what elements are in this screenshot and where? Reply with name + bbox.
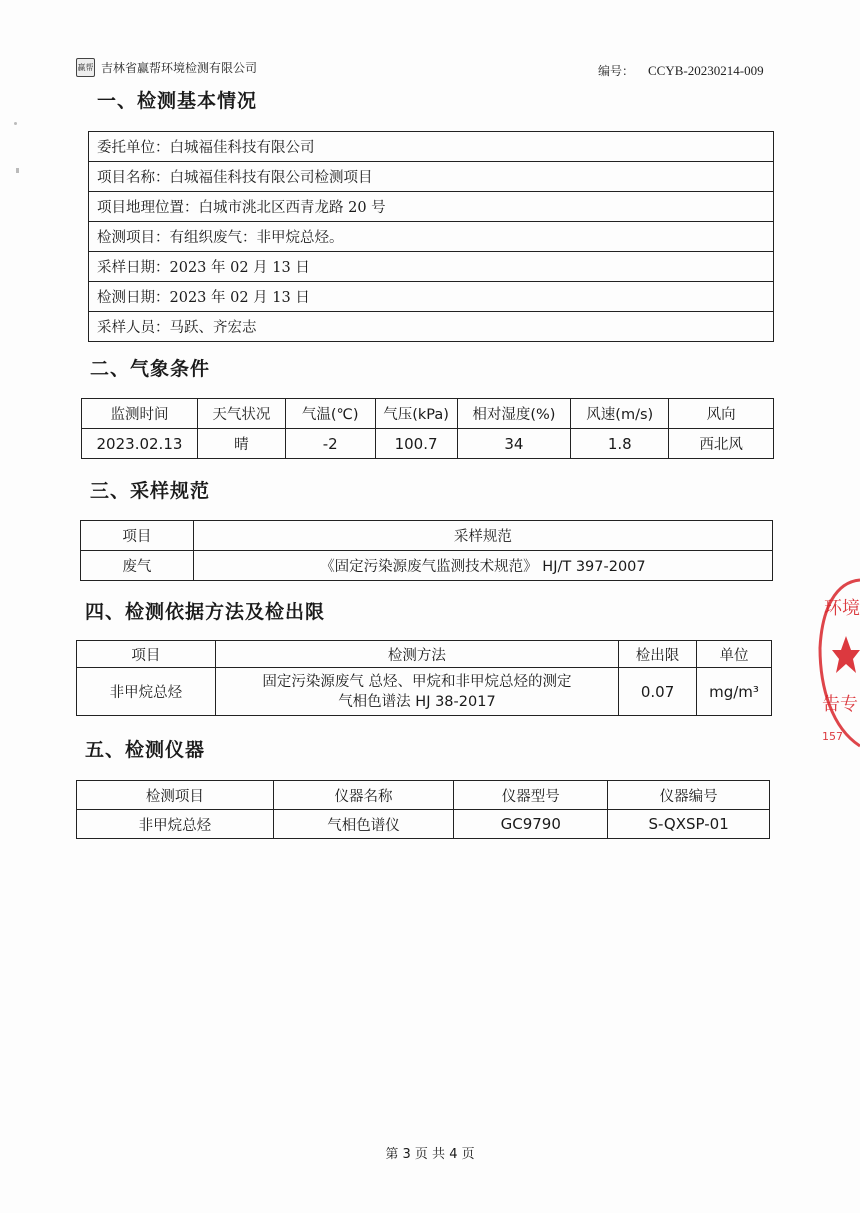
table-cell: 晴 bbox=[197, 429, 285, 459]
info-value: 白城福佳科技有限公司 bbox=[169, 140, 315, 156]
info-value: 2023 年 02 月 13 日 bbox=[169, 290, 310, 306]
info-label: 检测项目： bbox=[97, 230, 170, 246]
method-cell bbox=[215, 668, 618, 716]
section-title-sampling-spec: 三、采样规范 bbox=[90, 480, 211, 502]
info-cell bbox=[89, 192, 774, 222]
basic-info-table bbox=[88, 131, 774, 342]
table-header-row bbox=[77, 641, 772, 668]
table-cell: 1.8 bbox=[571, 429, 669, 459]
table-header-cell: 检测方法 bbox=[215, 641, 618, 668]
table-row bbox=[77, 810, 770, 839]
weather-table bbox=[81, 398, 774, 459]
scan-mark bbox=[14, 122, 17, 125]
table-cell: 非甲烷总烃 bbox=[77, 810, 274, 839]
info-value: 有组织废气：非甲烷总烃。 bbox=[169, 230, 344, 246]
table-header-cell: 仪器名称 bbox=[273, 781, 454, 810]
info-cell bbox=[89, 252, 774, 282]
company-logo-icon: 赢帮 bbox=[76, 58, 95, 77]
table-cell: 气相色谱仪 bbox=[273, 810, 454, 839]
method-item-cell: 非甲烷总烃 bbox=[77, 668, 216, 716]
table-row bbox=[81, 551, 773, 581]
stamp-fragment-code: 157 bbox=[822, 730, 843, 743]
method-line-2: 气相色谱法 HJ 38-2017 bbox=[338, 693, 496, 710]
info-label: 检测日期： bbox=[97, 290, 170, 306]
table-header-row bbox=[77, 781, 770, 810]
instruments-table bbox=[76, 780, 770, 839]
table-header-cell: 相对湿度(%) bbox=[457, 399, 571, 429]
table-header-cell: 气压(kPa) bbox=[375, 399, 457, 429]
document-number-label: 编号： bbox=[598, 64, 635, 78]
table-header-cell: 风速(m/s) bbox=[571, 399, 669, 429]
section-title-basic-info: 一、检测基本情况 bbox=[97, 90, 258, 112]
table-cell: -2 bbox=[285, 429, 375, 459]
table-header-cell: 单位 bbox=[697, 641, 772, 668]
info-cell bbox=[89, 282, 774, 312]
method-table bbox=[76, 640, 772, 716]
document-number bbox=[598, 62, 764, 79]
info-row bbox=[89, 192, 774, 222]
table-cell: GC9790 bbox=[454, 810, 608, 839]
table-cell: 34 bbox=[457, 429, 571, 459]
info-row bbox=[89, 312, 774, 342]
company-name: 吉林省赢帮环境检测有限公司 bbox=[101, 61, 258, 75]
red-seal-stamp bbox=[816, 578, 860, 748]
info-row bbox=[89, 252, 774, 282]
sampling-spec-table bbox=[80, 520, 773, 581]
table-cell: 废气 bbox=[81, 551, 194, 581]
info-cell bbox=[89, 312, 774, 342]
info-row bbox=[89, 162, 774, 192]
info-row bbox=[89, 282, 774, 312]
table-cell: 《固定污染源废气监测技术规范》 HJ/T 397-2007 bbox=[193, 551, 772, 581]
table-header-cell: 采样规范 bbox=[193, 521, 772, 551]
table-header-cell: 风向 bbox=[669, 399, 774, 429]
stamp-fragment-top: 环境 bbox=[824, 598, 860, 619]
info-label: 采样日期： bbox=[97, 260, 170, 276]
info-value: 马跃、齐宏志 bbox=[169, 320, 257, 336]
info-label: 项目地理位置： bbox=[97, 200, 199, 216]
table-header-row bbox=[81, 521, 773, 551]
section-title-weather: 二、气象条件 bbox=[90, 358, 211, 380]
info-value: 白城市洮北区西青龙路 20 号 bbox=[198, 200, 386, 216]
table-cell: 2023.02.13 bbox=[82, 429, 198, 459]
table-row bbox=[77, 668, 772, 716]
info-value: 2023 年 02 月 13 日 bbox=[169, 260, 310, 276]
info-cell bbox=[89, 162, 774, 192]
table-header-cell: 监测时间 bbox=[82, 399, 198, 429]
unit-cell: mg/m³ bbox=[697, 668, 772, 716]
section-title-method: 四、检测依据方法及检出限 bbox=[85, 601, 326, 623]
info-row bbox=[89, 132, 774, 162]
scan-mark bbox=[16, 168, 19, 173]
table-cell: S-QXSP-01 bbox=[608, 810, 770, 839]
info-label: 采样人员： bbox=[97, 320, 170, 336]
table-header-cell: 气温(℃) bbox=[285, 399, 375, 429]
detection-limit-cell: 0.07 bbox=[619, 668, 697, 716]
table-header-row bbox=[82, 399, 774, 429]
section-title-instruments: 五、检测仪器 bbox=[85, 739, 206, 761]
info-cell bbox=[89, 222, 774, 252]
table-cell: 西北风 bbox=[669, 429, 774, 459]
table-header-cell: 天气状况 bbox=[197, 399, 285, 429]
table-header-cell: 检出限 bbox=[619, 641, 697, 668]
method-line-1: 固定污染源废气 总烃、甲烷和非甲烷总烃的测定 bbox=[262, 673, 572, 690]
page-number: 第 3 页 共 4 页 bbox=[385, 1147, 475, 1162]
stamp-fragment-mid: 告专 bbox=[822, 694, 858, 715]
table-header-cell: 检测项目 bbox=[77, 781, 274, 810]
company-header bbox=[76, 58, 257, 77]
info-value: 白城福佳科技有限公司检测项目 bbox=[169, 170, 373, 186]
info-row bbox=[89, 222, 774, 252]
table-cell: 100.7 bbox=[375, 429, 457, 459]
info-label: 委托单位： bbox=[97, 140, 170, 156]
info-label: 项目名称： bbox=[97, 170, 170, 186]
info-cell bbox=[89, 132, 774, 162]
table-row bbox=[82, 429, 774, 459]
table-header-cell: 项目 bbox=[81, 521, 194, 551]
table-header-cell: 仪器型号 bbox=[454, 781, 608, 810]
table-header-cell: 仪器编号 bbox=[608, 781, 770, 810]
table-header-cell: 项目 bbox=[77, 641, 216, 668]
document-number-value: CCYB-20230214-009 bbox=[648, 63, 764, 78]
